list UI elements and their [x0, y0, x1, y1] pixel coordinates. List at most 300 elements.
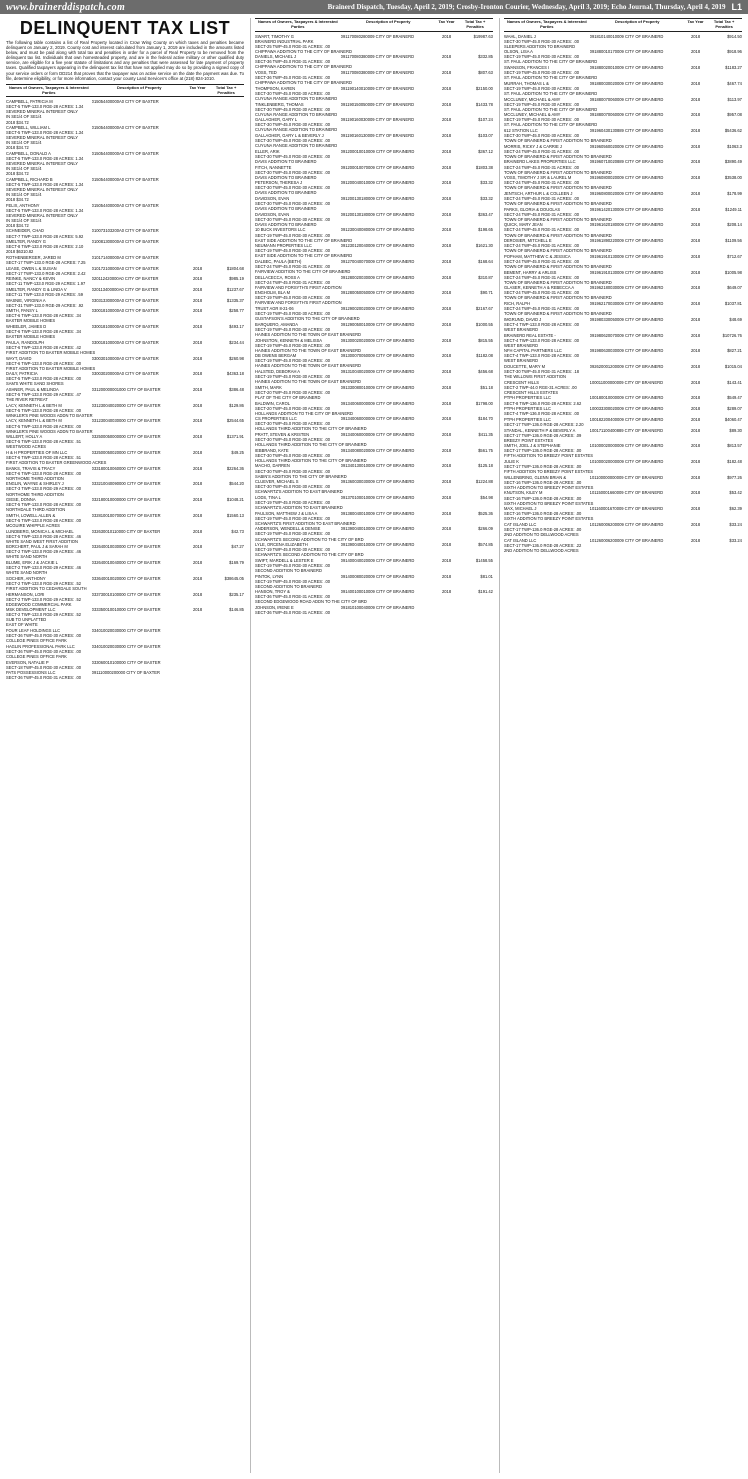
owner-name: VOSS, TED: [255, 70, 277, 76]
description-line: ST. PAUL ADDITION TO THE CITY OF BRAINERD: [504, 59, 598, 65]
tax-year: 2018: [193, 607, 203, 613]
owner-name: FITCH, NANNETTE: [255, 164, 292, 170]
description-line: SECT-36 TWP-45.0 RGE-31 ACRES: .00: [255, 75, 331, 81]
tax-year: 2018: [691, 474, 701, 480]
table-row: [255, 448, 493, 463]
header-description: Description of Property: [366, 19, 411, 24]
description-line: SECT-17 TWP-136.0 RGE-28 ACRES: .00: [504, 527, 582, 532]
description-line: SECT-24 TWP-45.0 RGE-31 ACRES: .00: [504, 164, 580, 170]
property-description: 091961910130009 CITY OF BRAINERD: [589, 253, 664, 259]
tax-year: 2018: [442, 526, 452, 532]
total-tax: $5436.62: [724, 128, 742, 133]
description-line: SECT-2 TWP-133.0 RGE-29 ACRES: .52: [6, 612, 82, 618]
description-line: COLLEGE PINES OFFICE PARK: [6, 653, 67, 659]
description-line: DAVIS ADDITION TO BRAINERD: [255, 158, 317, 164]
description-line: SECT-24 TWP-45.0 RGE-31 ACRES: .00: [504, 290, 580, 296]
table-row: [6, 203, 244, 228]
tax-year: 2018: [442, 243, 452, 249]
description-line: SECT-30 TWP-45.0 RGE-30 ACRES: .00: [255, 437, 331, 443]
header-year: Tax Year: [189, 84, 206, 90]
owner-name: MURRAH, THOMAS L &: [504, 80, 549, 86]
total-tax: $10726.76: [722, 332, 742, 338]
description-line: SECT-5 TWP-133.0 RGE-28 ACRES: .46: [6, 533, 82, 539]
total-tax: $411.35: [478, 432, 493, 437]
owner-name: SCHNEIDER, CHAD: [6, 228, 44, 234]
property-description: 091190150050009 CITY OF BRAINERD: [340, 101, 415, 107]
owner-name: MSK DEVELOPMENT LLC: [6, 607, 56, 613]
owner-name: WILLENBRING, GLENN BRIAN &: [504, 474, 567, 480]
owner-name: KNUTSON, KILEY M: [504, 490, 543, 496]
description-line: SECT-8 TWP-133.0 RGE-28 ACRES: 2.10: [6, 244, 84, 250]
description-line: FIRST ADDITION TO BAXTER GREENWOOD ACRES: [6, 460, 107, 466]
tax-year: 2018: [442, 117, 452, 123]
description-line: SCHWARTZ'S FIRST ADDITION TO EAST BRAINERD: [255, 520, 356, 526]
owner-name: BLUME, ERIK J & JACKIE L: [6, 560, 58, 566]
description-line: SECT-24 TWP-45.0 RGE-31 ACRES: .00: [504, 211, 580, 217]
table-header: [6, 84, 244, 98]
description-line: SECT-19 TWP-45.0 RGE-30 ACRES: .00: [504, 70, 580, 76]
description-line: SECT-4 TWP-133.0 RGE-28 ACRES: .00: [504, 353, 580, 359]
description-line: 2018 $34.72: [6, 119, 29, 125]
tax-year: 2018: [691, 490, 701, 496]
table-row: [504, 443, 742, 458]
table-row: [6, 298, 244, 308]
property-description: 100171100400889 CITY OF BRAINERD: [589, 427, 664, 433]
table-row: [6, 576, 244, 591]
total-tax: $90.71: [480, 290, 493, 296]
total-tax: $48.69: [729, 316, 742, 322]
description-line: FIFTH ADDITION TO BREEZY POINT ESTATES: [504, 469, 593, 475]
property-description: 034010020030000 CITY OF BAXTER: [91, 643, 161, 649]
property-description: 091980630030009 CITY OF BRAINERD: [589, 348, 664, 354]
owner-name: FELIX, ANTHONY: [6, 202, 40, 208]
table-row: [504, 406, 742, 416]
description-line: SECT-19 TWP-45.0 RGE-30 ACRES: .00: [255, 232, 331, 238]
description-line: SCHWARTZ'S SECOND ADDITION TO THE CITY OF BRD: [255, 536, 364, 542]
total-tax: $260.98: [229, 355, 244, 361]
description-line: TOWN OF BRAINERD & FIRST ADDITION TO BRAINERD: [504, 138, 612, 144]
property-description: 033060010100000 CITY OF BAXTER: [91, 659, 161, 665]
owner-name: DAILY, PATRICIA: [6, 371, 38, 377]
table-row: [6, 125, 244, 150]
description-line: TOWN OF BRAINERD & FIRST ADDITION TO BRAINERD: [504, 185, 612, 191]
owner-name: TINKLENBERG, THOMAS: [255, 101, 304, 107]
description-line: WINKLER'S PINE WOODS ADDN TO BAXTER: [6, 428, 93, 434]
total-tax: $1063.3: [727, 143, 742, 149]
table-row: [6, 356, 244, 371]
table-row: [255, 526, 493, 541]
description-line: SECT-16 TWP-136.0 RGE-28 ACRES: .00: [504, 511, 582, 517]
tax-year: 2018: [442, 164, 452, 170]
description-line: SEVERED MINERAL INTEREST ONLY: [6, 135, 79, 141]
table-row: [255, 149, 493, 164]
owner-name: SMITH, PANSY L: [6, 308, 38, 314]
tax-year: 2018: [442, 211, 452, 217]
owner-name: NEUMANN PROPERTIES LLC: [255, 243, 312, 249]
table-row: [6, 324, 244, 339]
owner-name: WHEELER, JAMES D: [6, 324, 47, 330]
tax-year: 2018: [193, 339, 203, 345]
description-line: WHITE SAND NORTH: [6, 570, 48, 576]
property-description: 091340060000009 CITY OF BRAINERD: [340, 400, 415, 406]
table-row: [255, 574, 493, 589]
owner-name: PETERSON, THERESA J: [255, 180, 303, 186]
description-line: EAST SIDE ADDITION TO THE CITY OF BRAINERD: [255, 253, 353, 259]
description-line: ST. PAUL ADDITION TO THE CITY OF BRAINERD: [504, 75, 598, 81]
description-line: HAINES ADDITION TO THE TOWN OF EAST BRAINERD: [255, 347, 362, 353]
table-row: [255, 353, 493, 368]
owner-name: H & H PROPERTIES OF MN LLC: [6, 449, 68, 455]
description-line: BAXTER MOBILE HOMES: [6, 334, 56, 340]
total-tax: $957.08: [727, 112, 742, 118]
total-tax: $1048.21: [226, 497, 244, 503]
description-line: SECT-6 TWP-133.0 RGE-28 ACRES: .00: [6, 360, 82, 366]
table-row: [6, 670, 244, 680]
description-line: SECT-20 TWP-45.0 RGE-30 ACRES: .00: [255, 389, 331, 395]
table-row: [504, 34, 742, 49]
owner-name: REINKE, NANCY & KEVIN: [6, 276, 56, 282]
total-tax: $19987.63: [473, 33, 493, 39]
property-description: 101160001670009 CITY OF BRAINERD: [589, 506, 664, 512]
total-tax: $266.09: [478, 526, 493, 532]
owner-name: PINTOK, LYNN: [255, 573, 284, 579]
description-line: 2018 $6310.82: [6, 249, 34, 255]
owner-name: PAULSON, MATTHEW J & LISA A: [255, 510, 318, 516]
table-row: [255, 401, 493, 416]
total-tax: $2264.36: [226, 465, 244, 471]
owner-name: STANDAL, KENNETH P & BEVERLY A: [504, 427, 576, 433]
owner-name: DAVIDSON, EVAN: [255, 211, 290, 217]
tax-year: 2018: [691, 238, 701, 244]
total-tax: $54.98: [480, 494, 493, 500]
total-tax: $33.32: [480, 195, 493, 201]
total-tax: $3538.00: [724, 175, 742, 181]
total-tax: $1182.08: [476, 353, 493, 359]
table-row: [6, 607, 244, 627]
tax-year: 2018: [442, 195, 452, 201]
total-tax: $198.65: [478, 227, 493, 233]
description-line: SECT-6 TWP-133.0 RGE-28 ACRES: .34: [6, 313, 82, 319]
tax-year: 2018: [442, 33, 452, 39]
description-line: SECT-19 TWP-45.0 RGE-30 ACRES: .00: [255, 531, 331, 537]
owner-name: JOHNSTON, KENNETH & MELISSA: [255, 337, 323, 343]
description-line: SIXTH ADDITION TO BREEZY POINT ESTATES: [504, 500, 594, 506]
description-line: FIRST ADDITION TO BAXTER MOBILE HOMES: [6, 349, 96, 355]
table-row: [6, 544, 244, 559]
description-line: SECT-2 TWP-133.0 RGE-29 ACRES: .52: [6, 596, 82, 602]
site-url: www.brainerddispatch.com: [6, 1, 126, 13]
description-line: TOWN OF BRAINERD & FIRST ADDITION TO BRAINERD: [504, 248, 612, 254]
property-description: 091370100010009 CITY OF BRAINERD: [340, 494, 415, 500]
description-line: SECT-3 TWP-133.0 RGE-29 ACRES: .00: [6, 486, 82, 492]
property-description: 010171400000A0 CITY OF BAXTER: [91, 254, 159, 260]
total-tax: $1000.55: [475, 321, 493, 327]
owner-name: ENGHOLM, BLA M: [255, 290, 291, 296]
description-line: HOLLANDS THIRD ADDITION TO THE CITY OF BRAINERD: [255, 442, 367, 448]
table-row: [6, 403, 244, 418]
tax-year: 2018: [442, 101, 452, 107]
table-row: [504, 191, 742, 206]
description-line: SECT-36 TWP-45.0 RGE-30 ACRES: .00: [6, 633, 82, 639]
description-line: SECT-30 TWP-45.0 RGE-30 ACRES: .00: [255, 484, 331, 490]
description-line: NORTHOME THIRD ADDITION: [6, 475, 64, 481]
total-tax: $103.07: [478, 133, 493, 139]
owner-name: HALSTED, DEBORAH A: [255, 369, 301, 375]
total-tax: $184.70: [478, 416, 493, 422]
description-line: BRAINERD INDUSTRIAL PARK: [255, 38, 314, 44]
tax-year: 2018: [193, 575, 203, 581]
table-header: [504, 18, 742, 32]
description-line: SECT-11 TWP-133.0 RGE-29 ACRES: 1.97: [6, 281, 86, 287]
property-description: 032500050020000 CITY OF BAXTER: [91, 449, 161, 455]
tax-year: 2018: [193, 591, 203, 597]
owner-name: QUICK, MARY JEAN: [504, 222, 543, 228]
description-line: SECT-4 TWP-133.0 RGE-28 ACRES: .00: [504, 337, 580, 343]
tax-year: 2018: [193, 387, 203, 393]
description-line: TOWN OF BRAINERD & FIRST ADDITION TO BRAINERD: [504, 201, 612, 207]
description-line: CHIPPAWA ADDITION TO THE CITY OF BRAINERD: [255, 80, 352, 86]
total-tax: $2150.00: [475, 85, 493, 91]
tax-year: 2018: [691, 175, 701, 181]
owner-name: MORRIS, RICKY J & CARRIE J: [504, 143, 562, 149]
total-tax: $53.42: [729, 490, 742, 496]
table-row: [255, 34, 493, 54]
tax-year: 2018: [691, 506, 701, 512]
property-description: 015054400000A0 CITY OF BAXTER: [91, 202, 159, 208]
total-tax: $4363.18: [226, 371, 244, 377]
tax-year: 2018: [691, 537, 701, 543]
table-row: [504, 395, 742, 405]
tax-year: 2018: [691, 49, 701, 55]
tax-year: 2018: [691, 143, 701, 149]
property-description: 101260006200009 CITY OF BRAINERD: [589, 537, 664, 543]
total-tax: $208.14: [727, 222, 742, 228]
total-tax: $467.74: [727, 80, 742, 86]
tax-year: 2018: [193, 402, 203, 408]
description-line: SECT-20 TWP-45.0 RGE-30 ACRES: .00: [255, 405, 331, 411]
description-line: WINKLER'S PINE WOODS ADDN TO BAXTER: [6, 412, 93, 418]
tax-year: 2018: [691, 285, 701, 291]
total-tax: $1458.55: [475, 557, 493, 563]
tax-year: 2018: [193, 465, 203, 471]
property-description: 091980330050009 CITY OF BRAINERD: [589, 316, 664, 322]
owner-name: BRAINERD LAKES PROPERTIES LLC: [504, 159, 576, 165]
tax-year: 2018: [442, 337, 452, 343]
total-tax: $1433.78: [475, 101, 493, 107]
total-tax: $1015.04: [724, 364, 742, 370]
description-line: SECT-19 TWP-45.0 RGE-30 ACRES: .00: [255, 326, 331, 332]
table-row: [255, 416, 493, 431]
total-tax: $2167.67: [475, 306, 493, 312]
property-description: 100033300020009 CITY OF BRAINERD: [589, 406, 664, 412]
table-row: [6, 660, 244, 670]
description-line: SECT-19 TWP-45.0 RGE-30 ACRES: .00: [255, 547, 331, 553]
owner-name: PTPH PROPERTIES LLC: [504, 395, 552, 401]
description-line: SECT-30 TWP-45.0 RGE-30 ACRES: .00: [504, 133, 580, 139]
owner-name: SMELTER, RANDY G: [6, 239, 46, 245]
property-description: 091960430130889 CITY OF BRAINERD: [589, 128, 664, 133]
tax-year: 2018: [442, 148, 452, 154]
owner-name: CAMPBELL, PATRICIA M: [6, 99, 53, 105]
total-tax: $918.96: [727, 49, 742, 55]
total-tax: $178.99: [727, 190, 742, 196]
description-line: SECT-6 TWP-133.0 RGE-28 ACRES: .42: [6, 344, 82, 350]
total-tax: $235.17: [229, 591, 244, 597]
description-line: SECT-36 TWP-45.0 RGE-31 ACRES: .00: [255, 610, 331, 616]
property-description: 091170080380009 CITY OF BRAINERD: [340, 70, 415, 76]
description-line: HAINES ADDITION TO THE TOWN OF EAST BRAINERD: [255, 379, 362, 385]
table-row: [255, 479, 493, 494]
total-tax: $33.24: [729, 521, 742, 527]
table-row: [255, 558, 493, 573]
description-line: SECT-5 TWP-133.0 RGE-28 ACRES: 1.34: [6, 181, 84, 187]
property-description: 031230040030000 CITY OF BAXTER: [91, 418, 161, 424]
tax-year: 2018: [442, 321, 452, 327]
description-line: SUB TO UNPLATTED: [6, 617, 47, 623]
description-line: EDGEWOOD COMMERCIAL PARK: [6, 601, 72, 607]
total-tax: $234.44: [229, 339, 244, 345]
description-line: BREEZY POINT ESTATES: [504, 437, 554, 443]
property-description: 030018100000A0 CITY OF BAXTER: [91, 324, 159, 330]
owner-name: JULIE K: [504, 459, 520, 465]
owner-name: DB OWENS BERGAM: [255, 353, 297, 359]
table-row: [255, 117, 493, 132]
publication-line: Brainerd Dispatch, Tuesday, April 2, 2019; Crosby-Ironton Courier, Wednesday, April 3, 2019; Echo Journal, Thursday, April 4, 2019: [327, 3, 726, 11]
description-line: SECT-30 TWP-45.0 RGE-30 ACRES: .00: [255, 122, 331, 128]
total-tax: $1037.81: [724, 301, 742, 307]
table-row: [255, 133, 493, 148]
description-line: SCHWARTZ'S ADDITION TO EAST BRAINERD: [255, 505, 343, 511]
total-tax: $1237.67: [226, 286, 244, 292]
owner-name: JENTSCH, ARTHUR L & COLLEEN J: [504, 190, 573, 196]
owner-name: PAULA, RANDOLPH: [6, 339, 45, 345]
table-row: [255, 259, 493, 274]
description-line: NORTHOME THIRD ADDITION: [6, 491, 64, 497]
tax-year: 2018: [442, 510, 452, 516]
description-line: 2018 $34.72: [6, 145, 29, 151]
page-number: L1: [731, 2, 742, 12]
property-description: 091200040010009 CITY OF BRAINERD: [340, 180, 415, 186]
property-description: 091230040080009 CITY OF BRAINERD: [340, 227, 415, 233]
property-description: 091960710020889 CITY OF BRAINERD: [589, 159, 664, 165]
table-row: [6, 592, 244, 607]
tax-year: 2018: [193, 297, 203, 303]
description-line: HAINES ADDITION TO THE TOWN OF EAST BRAINERD: [255, 331, 362, 337]
owner-name: MCCLUNEY, MICHAEL & AMY: [504, 112, 561, 118]
owner-name: PTPH PROPERTIES LLC: [504, 416, 552, 422]
tax-year: 2018: [442, 384, 452, 390]
table-row: [255, 290, 493, 305]
description-line: THE RIVER RETREAT: [6, 397, 48, 403]
table-row: [504, 128, 742, 143]
property-description: 034010020030000 CITY OF BAXTER: [91, 628, 161, 634]
description-line: WHITE SAND WEST FIRST ADDITION: [6, 538, 78, 544]
owner-name: SWART, TIMOTHY G: [255, 33, 294, 39]
property-description: 091170080280009 CITY OF BRAINERD: [340, 33, 415, 39]
table-row: [504, 417, 742, 427]
description-line: TOWN OF BRAINERD & FIRST ADDITION TO BRAINERD: [504, 295, 612, 301]
owner-name: CLUEVER, MICHAEL S: [255, 479, 299, 485]
description-line: IN SE1/4 OF SE1/4: [6, 191, 42, 197]
description-line: FIFTH ADDITION TO BREEZY POINT ESTATES: [504, 453, 593, 459]
tax-year: 2018: [691, 521, 701, 527]
total-tax: $51.18: [480, 384, 493, 390]
property-description: 033730010100000 CITY OF BAXTER: [91, 591, 161, 597]
table-row: [255, 227, 493, 242]
property-description: 015054400000A0 CITY OF BAXTER: [91, 125, 159, 131]
description-line: SECOND EDGEWOOD ROAD ADDN TO THE CITY OF BRD: [255, 599, 367, 605]
property-description: 091810140010009 CITY OF BRAINERD: [589, 33, 664, 39]
table-row: [6, 529, 244, 544]
table-row: [504, 65, 742, 80]
total-tax: $62.39: [729, 506, 742, 512]
description-line: SECT-24 TWP-45.0 RGE-31 ACRES: .00: [504, 195, 580, 201]
owner-name: MACHO, DARREN: [255, 463, 290, 469]
description-line: SECT-17 TWP-136.0 RGE-28 ACRES: 2.20: [504, 421, 584, 427]
total-tax: $4060.47: [724, 416, 742, 422]
table-row: [504, 112, 742, 127]
table-row: [504, 301, 742, 316]
description-line: SECT-16 TWP-136.0 RGE-28 ACRES: .00: [504, 479, 582, 485]
table-row: [6, 99, 244, 124]
page-columns: [6, 18, 742, 1473]
tax-year: 2018: [193, 355, 203, 361]
table-row: [255, 432, 493, 447]
owner-name: CAMPBELL, DONALD A: [6, 151, 51, 156]
property-description: 033210040090000 CITY OF BAXTER: [91, 481, 161, 487]
tax-year: 2018: [691, 80, 701, 86]
total-tax: $289.07: [727, 406, 742, 412]
table-row: [504, 459, 742, 474]
property-description: 091200010070009 CITY OF BRAINERD: [340, 164, 415, 170]
property-description: 031200000001000 CITY OF BAXTER: [91, 387, 161, 393]
description-line: WEST BRAINERD: [504, 358, 539, 364]
tax-year: 2018: [691, 206, 701, 212]
description-line: HAINES ADDITION TO THE TOWN OF EAST BRAINERD: [255, 363, 362, 369]
total-tax: $574.85: [478, 542, 493, 548]
description-line: SECT-24 TWP-45.0 RGE-31 ACRES: .00: [504, 227, 580, 233]
description-line: TOWN OF BRAINERD & FIRST ADDITION TO BRAINERD: [504, 311, 612, 317]
table-row: [504, 522, 742, 537]
tax-year: 2018: [691, 128, 701, 133]
table-row: [6, 239, 244, 254]
records-list: [255, 34, 493, 616]
description-line: CUYUNA RANGE ADDITION TO BRAINERD: [255, 95, 338, 101]
description-line: SECT-25 TWP-45.0 RGE-31 ACRES: .00: [255, 43, 331, 49]
description-line: 2ND ADDITION TO DELLWOOD ACRES: [504, 532, 579, 538]
table-row: [504, 348, 742, 363]
property-description: 091330080010009 CITY OF BRAINERD: [340, 384, 415, 390]
description-line: SAM'S WHITE SAND SHORES: [6, 381, 64, 387]
property-description: 015054400000A0 CITY OF BAXTER: [91, 151, 159, 156]
description-line: SECT-2 TWP-133.0 RGE-29 ACRES: .46: [6, 549, 82, 555]
total-tax: $914.50: [727, 33, 742, 39]
table-row: [6, 481, 244, 496]
tax-year: 2018: [193, 418, 203, 424]
description-line: SECT-30 TWP-45.0 RGE-30 ACRES: .00: [255, 468, 331, 474]
property-description: 091880070060009 CITY OF BRAINERD: [589, 112, 664, 118]
table-row: [6, 560, 244, 575]
tax-year: 2018: [442, 432, 452, 437]
description-line: SECT-18 TWP-45.0 RGE-30 ACRES: .00: [6, 664, 82, 670]
description-line: SECT-24 TWP-45.0 RGE-31 ACRES: .00: [255, 263, 331, 269]
description-line: SECT-30 TWP-45.0 RGE-30 ACRES: .00: [255, 201, 331, 207]
total-tax: $1804.68: [226, 265, 244, 271]
header-description: Description of Property: [117, 84, 162, 90]
tax-year: 2018: [691, 190, 701, 196]
owner-name: DEROSIER, MITCHELL E: [504, 238, 552, 244]
owner-name: HANSON, TROY &: [255, 589, 290, 595]
